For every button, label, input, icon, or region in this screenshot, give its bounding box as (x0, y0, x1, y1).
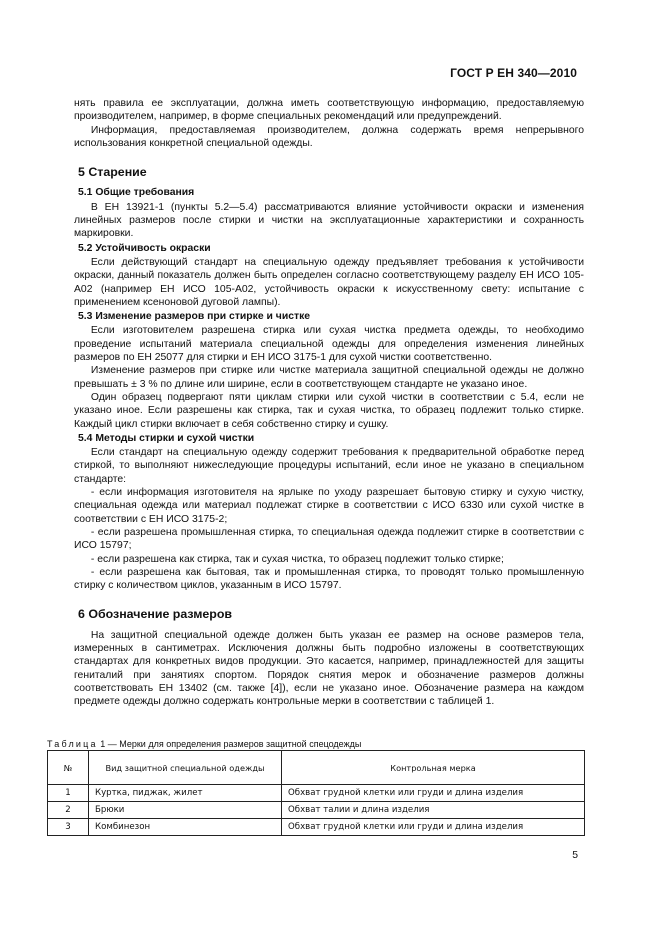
list-item: - если разрешена промышленная стирка, то специальная одежда подлежит стирке в соответствии с ИСО 15797; (74, 526, 584, 552)
subsection-5-2-text: Если действующий стандарт на специальную одежду предъявляет требования к устойчивости окраски, данный показатель должен быть определен согласно соответствующему разделу ЕН ИСО 105-А02 (например ЕН ИСО 105-А02, устойчивость окраски к искусственному свету: испытание с применением ксеноновой дуговой лампы). (74, 256, 584, 308)
subsection-5-3-text-3: Один образец подвергают пяти циклам стирки или сухой чистки в соответствии с 5.4, если не указано иное. Если разрешены как стирка, так и сухая чистка, то образец подлежит только стирке. Каждый цикл стирки включает в себя собственно стирку и сушку. (74, 391, 584, 430)
table-cell-garment: Брюки (89, 802, 282, 819)
document-id-header: ГОСТ Р ЕН 340—2010 (450, 66, 577, 80)
table-header-number: № (48, 751, 89, 785)
table-header-row (48, 751, 585, 785)
page-body (74, 97, 584, 708)
table-cell-measure: Обхват талии и длина изделия (282, 802, 585, 819)
section-6-title: 6 Обозначение размеров (78, 607, 233, 622)
subsection-5-4-text: Если стандарт на специальную одежду содержит требования к предварительной обработке перед стиркой, то выполняют нижеследующие процедуры испытаний, если иное не указано в специальном стандарте: (74, 447, 584, 485)
table-cell-measure: Обхват грудной клетки или груди и длина изделия (282, 819, 585, 836)
table-row (48, 802, 585, 819)
subsection-5-3-title: 5.3 Изменение размеров при стирке и чистке (78, 311, 311, 323)
intro-paragraph-continued: нять правила ее эксплуатации, должна иметь соответствующую информацию, предоставляемую производителем, например, в форме специальных рекомендаций или предупреждений. (74, 98, 584, 123)
table-caption-number: 1 (100, 739, 106, 749)
table-header-control-measure: Контрольная мерка (282, 751, 585, 785)
subsection-5-3-text-1: Если изготовителем разрешена стирка или сухая чистка предмета одежды, то необходимо проведение испытаний материала специальной одежды для определения изменения линейных размеров по ЕН 25077 для стирки и ЕН ИСО 3175-1 для сухой чистки соответственно. (74, 325, 584, 364)
subsection-5-4-title: 5.4 Методы стирки и сухой чистки (78, 432, 255, 444)
table-row (48, 785, 585, 802)
subsection-5-1-title: 5.1 Общие требования (78, 187, 195, 199)
subsection-5-3-text-2: Изменение размеров при стирке или чистке материала защитной специальной одежды не должно превышать ± 3 % по длине или ширине, если в соответствующем стандарте не указано иное. (74, 365, 584, 390)
section-6-text: На защитной специальной одежде должен быть указан ее размер на основе размеров тела, измеренных в сантиметрах. Исключения должны быть подробно изложены в соответствующих стандартах для конкретных видов продукции. Это касается, например, принадлежностей для защиты гениталий при занятиях спортом. Порядок снятия мерок и обозначение размеров должны соответствовать ЕН 13402 (см. также [4]), если не указано иное. Обозначение размера на каждом предмете одежды должно содержать контрольные мерки в соответствии с таблицей 1. (74, 629, 584, 708)
subsection-5-2-title: 5.2 Устойчивость окраски (78, 242, 211, 254)
table-header-garment-type: Вид защитной специальной одежды (89, 751, 282, 785)
table-cell-garment: Комбинезон (89, 819, 282, 836)
sizes-table (47, 750, 585, 836)
table-cell-garment: Куртка, пиджак, жилет (89, 785, 282, 802)
subsection-5-1-text: В ЕН 13921-1 (пункты 5.2—5.4) рассматриваются влияние устойчивости окраски и изменения линейных размеров после стирки и чистки на эксплуатационные характеристики и сохранность маркировки. (74, 201, 584, 240)
list-item: - если разрешена как стирка, так и сухая чистка, то образец подлежит только стирке; (90, 553, 504, 565)
table-caption-text: — Мерки для определения размеров защитной спецодежды (107, 739, 362, 749)
table-caption (47, 739, 361, 749)
intro-paragraph: Информация, предоставляемая производителем, должна содержать время непрерывного использования конкретной специальной одежды. (74, 124, 584, 149)
table-cell-number: 3 (48, 819, 89, 836)
list-item: - если информация изготовителя на ярлыке по уходу разрешает бытовую стирку и сухую чистку, специальная одежда или материал подлежат стирке в соответствии с ИСО 6330 или сухой чистке в соответствии с ЕН ИСО 3175-2; (74, 487, 584, 525)
table-row (48, 819, 585, 836)
list-item: - если разрешена как бытовая, так и промышленная стирка, то проводят только промышленную стирку с количеством циклов, указанным в ИСО 15797. (74, 566, 584, 592)
page-number: 5 (572, 850, 578, 861)
table-cell-number: 1 (48, 785, 89, 802)
table-cell-measure: Обхват грудной клетки или груди и длина изделия (282, 785, 585, 802)
table-cell-number: 2 (48, 802, 89, 819)
section-5-title: 5 Старение (78, 165, 147, 180)
table-caption-label: Таблица (47, 739, 98, 749)
